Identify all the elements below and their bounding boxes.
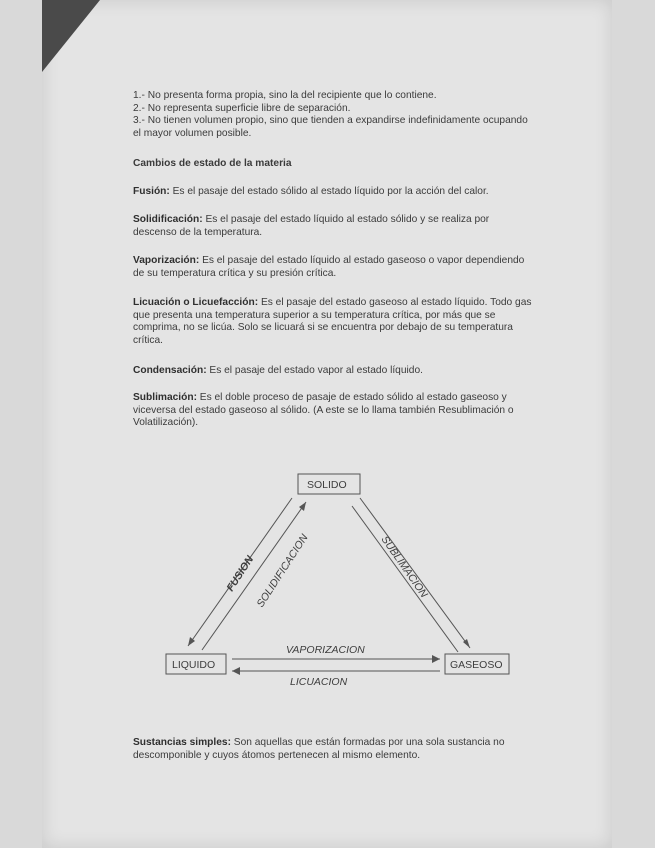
label-vaporizacion: VAPORIZACION bbox=[286, 644, 365, 656]
section-title: Cambios de estado de la materia bbox=[133, 158, 292, 169]
text-vaporizacion: Es el pasaje del estado líquido al estado gaseoso o vapor dependiendo de su temperatura crítica y su presión crítica. bbox=[133, 255, 525, 279]
text-solidificacion: Es el pasaje del estado líquido al estado sólido y se realiza por descenso de la temperatura. bbox=[133, 214, 490, 238]
label-liquido: LIQUIDO bbox=[172, 659, 216, 671]
label-fusion: FUSION bbox=[224, 553, 257, 594]
text-condensacion: Es el pasaje del estado vapor al estado líquido. bbox=[206, 365, 423, 376]
term-condensacion: Condensación: bbox=[133, 365, 207, 376]
label-sublimacion: SUBLIMACION bbox=[378, 533, 430, 600]
label-licuacion: LICUACION bbox=[290, 676, 348, 688]
term-solidificacion: Solidificación: bbox=[133, 214, 203, 225]
list-item-1: 1.- No presenta forma propia, sino la del recipiente que lo contiene. bbox=[133, 90, 437, 101]
term-licuacion: Licuación o Licuefacción: bbox=[133, 297, 259, 308]
definition-sustancias-simples bbox=[133, 737, 533, 762]
term-sublimacion: Sublimación: bbox=[133, 392, 197, 403]
term-sustancias-simples: Sustancias simples: bbox=[133, 737, 231, 748]
term-vaporizacion: Vaporización: bbox=[133, 255, 200, 266]
label-solidificacion: SOLIDIFICACION bbox=[254, 532, 311, 610]
label-gaseoso: GASEOSO bbox=[450, 659, 503, 671]
arrowhead-vaporizacion bbox=[432, 655, 440, 663]
label-solido: SOLIDO bbox=[307, 479, 347, 491]
text-licuacion: Es el pasaje del estado gaseoso al estado líquido. Todo gas que presenta una temperatura superior a su temperatura crítica, por más que se comprima, no se licúa. Solo se licuará si se encuentra por debajo de su temperatura crítica. bbox=[133, 297, 532, 346]
arrow-solidificacion bbox=[202, 502, 306, 650]
list-item-3: 3.- No tienen volumen propio, sino que tienden a expandirse indefinidamente ocupando el mayor volumen posible. bbox=[133, 115, 528, 139]
text-fusion: Es el pasaje del estado sólido al estado líquido por la acción del calor. bbox=[169, 186, 489, 197]
term-fusion: Fusión: bbox=[133, 186, 170, 197]
text-sublimacion: Es el doble proceso de pasaje de estado sólido al estado gaseoso y viceversa del estado gaseoso al sólido. (A este se lo llama también Resublimación o Volatilización). bbox=[133, 392, 514, 428]
text-sustancias-simples: Son aquellas que están formadas por una sola sustancia no descomponible y cuyos átomos pertenecen al mismo elemento. bbox=[133, 737, 505, 761]
arrowhead-licuacion bbox=[232, 667, 240, 675]
arrow-sublimacion-up bbox=[352, 506, 458, 652]
list-item-2: 2.- No representa superficie libre de separación. bbox=[133, 102, 351, 114]
